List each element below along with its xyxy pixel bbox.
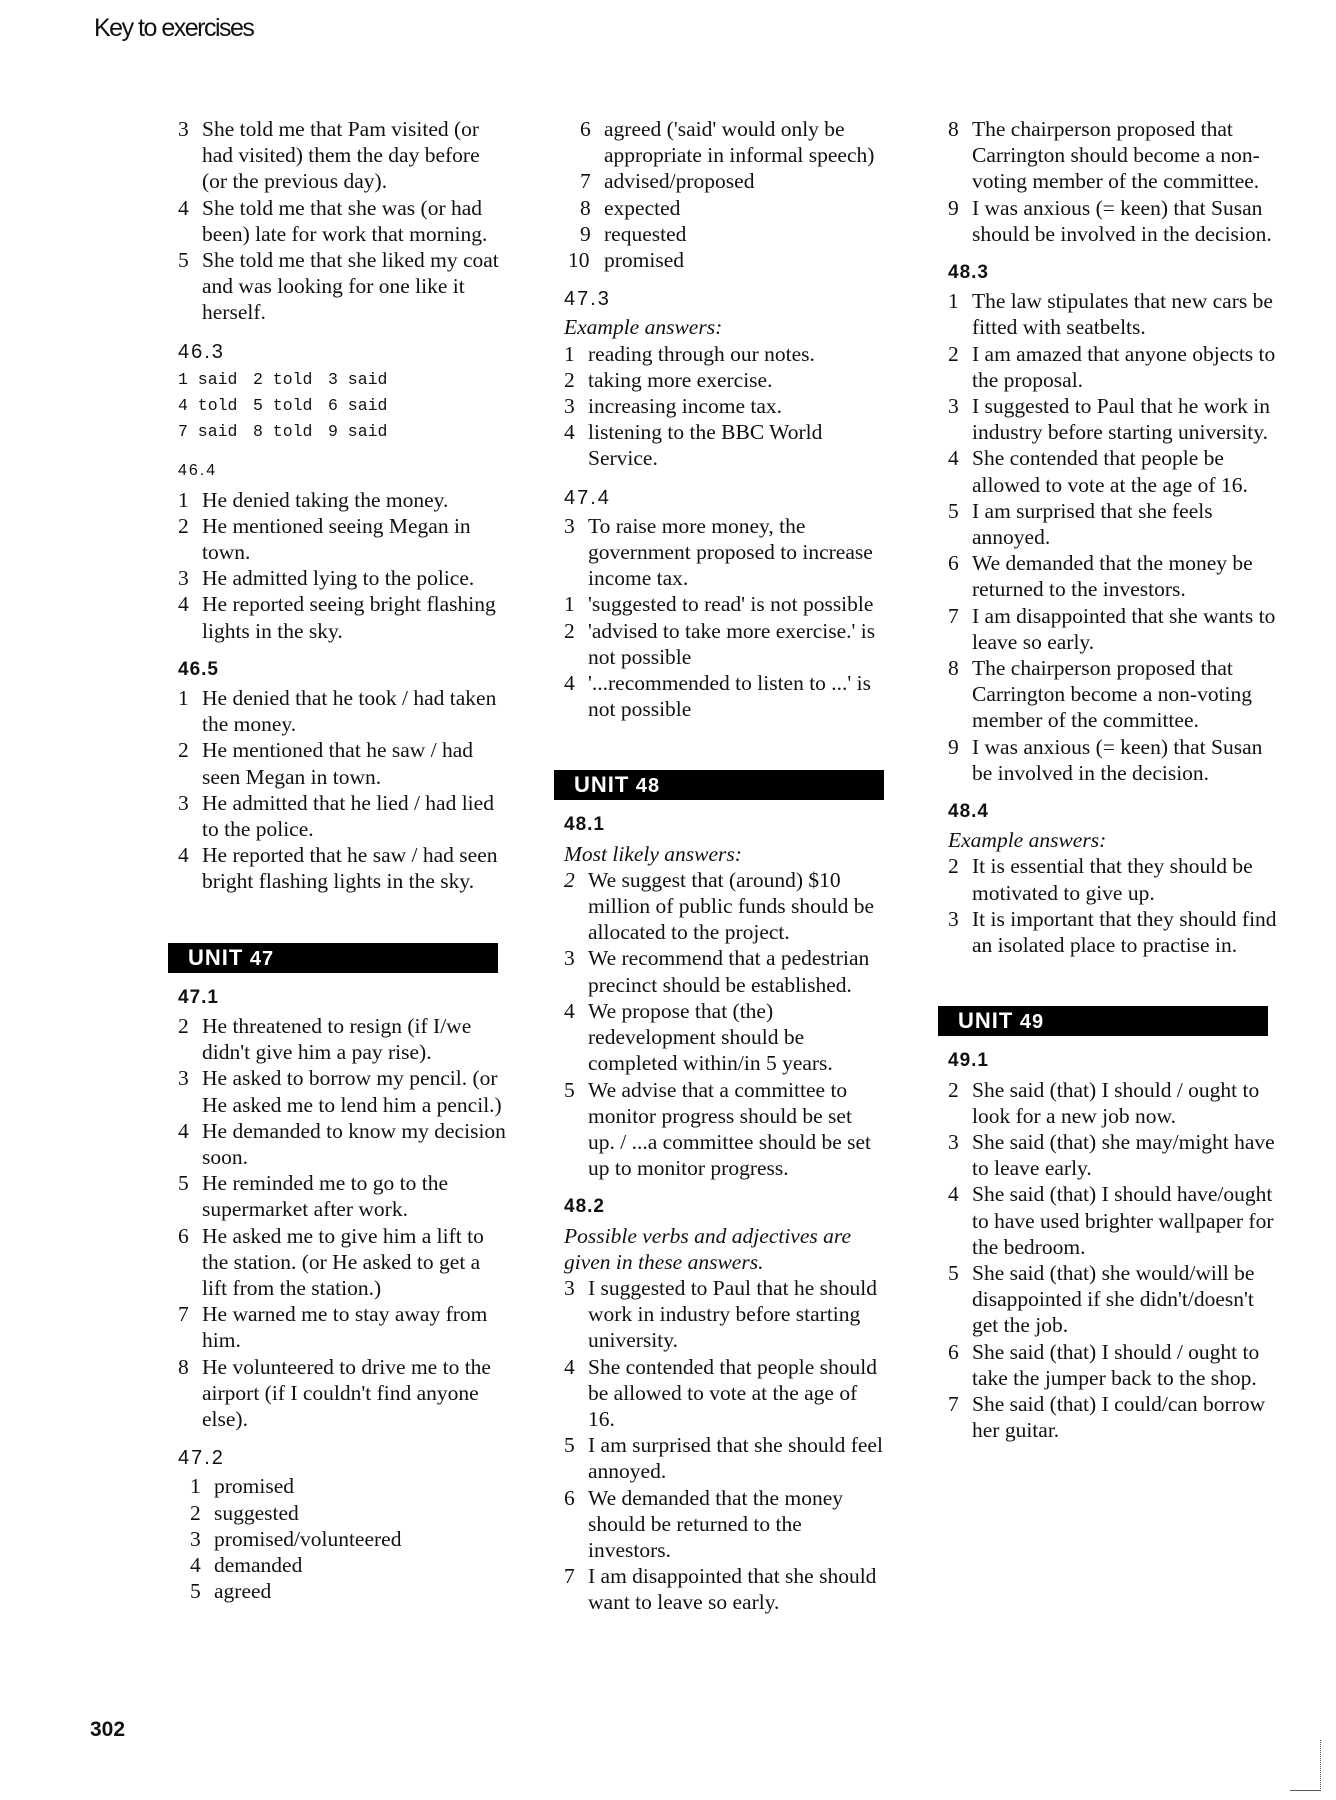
section-heading: 46.4 bbox=[178, 462, 218, 480]
unit-48-banner: UNIT 48 bbox=[554, 770, 884, 800]
answer-grid: 1 said 2 told 3 said 4 told 5 told 6 said 7 said 8 told 9 said bbox=[178, 369, 388, 442]
answer-item: 6 He asked me to give him a lift to the station. (or He asked to get a lift from the station.) bbox=[178, 1223, 484, 1300]
answer-item: 2 She said (that) I should / ought to look for a new job now. bbox=[948, 1077, 1260, 1128]
answer-item: 2 'advised to take more exercise.' is not possible bbox=[564, 618, 876, 669]
answer-item: 2 He mentioned seeing Megan in town. bbox=[178, 513, 471, 565]
answer-item: 7 I am disappointed that she wants to leave so early. bbox=[948, 603, 1276, 654]
answer-item: 4 We propose that (the) redevelopment should be completed within/in 5 years. bbox=[564, 998, 833, 1076]
answer-item: 7 I am disappointed that she should want to leave so early. bbox=[564, 1564, 877, 1615]
answer-item: 3 It is important that they should find an isolated place to practise in. bbox=[948, 906, 1277, 958]
section-note: Example answers: bbox=[564, 315, 723, 340]
answer-item: 5 agreed bbox=[190, 1579, 272, 1604]
answer-item: 10 promised bbox=[568, 248, 685, 273]
answer-item: 1 He denied that he took / had taken the money. bbox=[178, 686, 497, 737]
section-46-2-continued bbox=[178, 116, 508, 326]
answer-item: 9 requested bbox=[580, 221, 687, 246]
section-47-2-continued bbox=[564, 116, 884, 273]
section-48-2 bbox=[564, 1194, 884, 1615]
answer-item: 3 He asked to borrow my pencil. (or He asked me to lend him a pencil.) bbox=[178, 1066, 502, 1117]
section-48-1 bbox=[564, 812, 884, 1181]
answer-item: 5 We advise that a committee to monitor progress should be set up. / ...a committee should be set up to monitor progress. bbox=[564, 1077, 872, 1181]
answer-item: 3 I suggested to Paul that he should work in industry before starting university. bbox=[564, 1275, 878, 1353]
section-47-4 bbox=[564, 485, 884, 723]
section-47-2 bbox=[178, 1445, 508, 1604]
section-heading: 48.3 bbox=[948, 262, 989, 284]
column-middle bbox=[564, 116, 884, 1629]
answer-item: 2 I am amazed that anyone objects to the proposal. bbox=[948, 341, 1276, 392]
answer-item: 7 He warned me to stay away from him. bbox=[178, 1302, 488, 1353]
unit-47-banner: UNIT 47 bbox=[168, 943, 498, 973]
answer-item: 8 expected bbox=[580, 195, 681, 220]
answer-item: 5 I am surprised that she feels annoyed. bbox=[948, 498, 1213, 550]
section-48-2-continued bbox=[948, 116, 1278, 247]
answer-item: 6 She said (that) I should / ought to take the jumper back to the shop. bbox=[948, 1339, 1260, 1390]
column-right bbox=[948, 116, 1278, 1456]
answer-item: 3 She said (that) she may/might have to leave early. bbox=[948, 1129, 1275, 1181]
answer-item: 3 We recommend that a pedestrian precinct should be established. bbox=[564, 946, 870, 997]
answer-item: 5 He reminded me to go to the supermarket after work. bbox=[178, 1171, 448, 1222]
answer-item: 2 taking more exercise. bbox=[564, 367, 773, 392]
answer-item: 9 I was anxious (= keen) that Susan be involved in the decision. bbox=[948, 734, 1263, 785]
section-heading: 49.1 bbox=[948, 1050, 989, 1072]
answer-item: 6 We demanded that the money should be returned to the investors. bbox=[564, 1485, 843, 1562]
answer-item: 3 increasing income tax. bbox=[564, 394, 783, 419]
section-heading: 47.4 bbox=[564, 486, 611, 509]
answer-item: 8 The chairperson proposed that Carrington become a non-voting member of the committee. bbox=[948, 656, 1253, 733]
answer-item: 1 reading through our notes. bbox=[564, 341, 815, 366]
section-46-4 bbox=[178, 458, 508, 643]
answer-item: 8 He volunteered to drive me to the airport (if I couldn't find anyone else). bbox=[178, 1354, 491, 1431]
answer-item: 3 She told me that Pam visited (or had visited) them the day before (or the previous day). bbox=[178, 117, 480, 194]
section-47-3 bbox=[564, 286, 884, 471]
answer-item: 2 He mentioned that he saw / had seen Megan in town. bbox=[178, 738, 474, 789]
answer-item: 4 He reported seeing bright flashing lights in the sky. bbox=[178, 592, 496, 643]
answer-item: 1 'suggested to read' is not possible bbox=[564, 592, 874, 617]
page-header-title: Key to exercises bbox=[94, 14, 254, 42]
answer-item: 2 He threatened to resign (if I/we didn't give him a pay rise). bbox=[178, 1013, 472, 1065]
column-left bbox=[178, 116, 508, 1617]
answer-item: 4 '...recommended to listen to ...' is not possible bbox=[564, 671, 872, 722]
answer-item: 3 To raise more money, the government proposed to increase income tax. bbox=[564, 513, 873, 591]
section-46-5 bbox=[178, 657, 508, 895]
section-heading: 47.2 bbox=[178, 1447, 225, 1470]
section-48-3 bbox=[948, 260, 1278, 786]
section-46-3 bbox=[178, 339, 508, 446]
page-corner-mark bbox=[1290, 1740, 1321, 1791]
answer-item: 6 agreed ('said' would only be appropriate in informal speech) bbox=[580, 117, 875, 168]
answer-item: 3 He admitted that he lied / had lied to the police. bbox=[178, 790, 494, 842]
answer-item: 4 demanded bbox=[190, 1552, 303, 1577]
answer-item: 4 She contended that people be allowed to vote at the age of 16. bbox=[948, 446, 1248, 497]
section-heading: 48.1 bbox=[564, 814, 605, 836]
section-48-4 bbox=[948, 799, 1278, 958]
section-49-1 bbox=[948, 1048, 1278, 1443]
answer-item: 9 I was anxious (= keen) that Susan should be involved in the decision. bbox=[948, 195, 1272, 246]
answer-item: 5 I am surprised that she should feel annoyed. bbox=[564, 1433, 883, 1484]
page-number: 302 bbox=[90, 1718, 126, 1741]
answer-item: 1 promised bbox=[190, 1474, 295, 1499]
answer-item: 1 The law stipulates that new cars be fitted with seatbelts. bbox=[948, 289, 1273, 340]
answer-item: 2 suggested bbox=[190, 1500, 299, 1525]
section-47-1 bbox=[178, 985, 508, 1432]
answer-item: 2 It is essential that they should be motivated to give up. bbox=[948, 854, 1253, 905]
answer-item: 7 She said (that) I could/can borrow her guitar. bbox=[948, 1391, 1266, 1443]
answer-item: 4 He demanded to know my decision soon. bbox=[178, 1118, 506, 1169]
answer-item: 3 He admitted lying to the police. bbox=[178, 566, 475, 591]
answer-item: 4 She said (that) I should have/ought to have used brighter wallpaper for the bedroom. bbox=[948, 1182, 1274, 1259]
answer-item: 4 listening to the BBC World Service. bbox=[564, 420, 823, 471]
answer-item: 6 We demanded that the money be returned to the investors. bbox=[948, 551, 1253, 602]
answer-item: 7 advised/proposed bbox=[580, 169, 755, 194]
answer-item: 4 She contended that people should be allowed to vote at the age of 16. bbox=[564, 1354, 877, 1431]
answer-item: 3 I suggested to Paul that he work in industry before starting university. bbox=[948, 394, 1270, 445]
answer-item: 4 She told me that she was (or had been) late for work that morning. bbox=[178, 195, 488, 246]
answer-item: 4 He reported that he saw / had seen bright flashing lights in the sky. bbox=[178, 843, 498, 894]
section-heading: 46.3 bbox=[178, 340, 225, 363]
section-heading: 47.3 bbox=[564, 288, 611, 311]
section-heading: 47.1 bbox=[178, 986, 219, 1008]
section-heading: 48.2 bbox=[564, 1196, 605, 1218]
section-heading: 48.4 bbox=[948, 801, 989, 823]
section-heading: 46.5 bbox=[178, 658, 219, 680]
answer-item: 8 The chairperson proposed that Carrington should become a non-voting member of the committee. bbox=[948, 117, 1260, 194]
section-note: Most likely answers: bbox=[564, 841, 742, 866]
answer-item: 2 We suggest that (around) $10 million of public funds should be allocated to the project. bbox=[564, 867, 875, 945]
section-note: Example answers: bbox=[948, 828, 1107, 853]
answer-item: 1 He denied taking the money. bbox=[178, 487, 449, 512]
section-note: Possible verbs and adjectives are given in these answers. bbox=[564, 1223, 851, 1274]
answer-item: 5 She told me that she liked my coat and was looking for one like it herself. bbox=[178, 248, 499, 325]
answer-item: 5 She said (that) she would/will be disappointed if she didn't/doesn't get the job. bbox=[948, 1260, 1255, 1338]
answer-item: 3 promised/volunteered bbox=[190, 1526, 402, 1551]
unit-49-banner: UNIT 49 bbox=[938, 1006, 1268, 1036]
